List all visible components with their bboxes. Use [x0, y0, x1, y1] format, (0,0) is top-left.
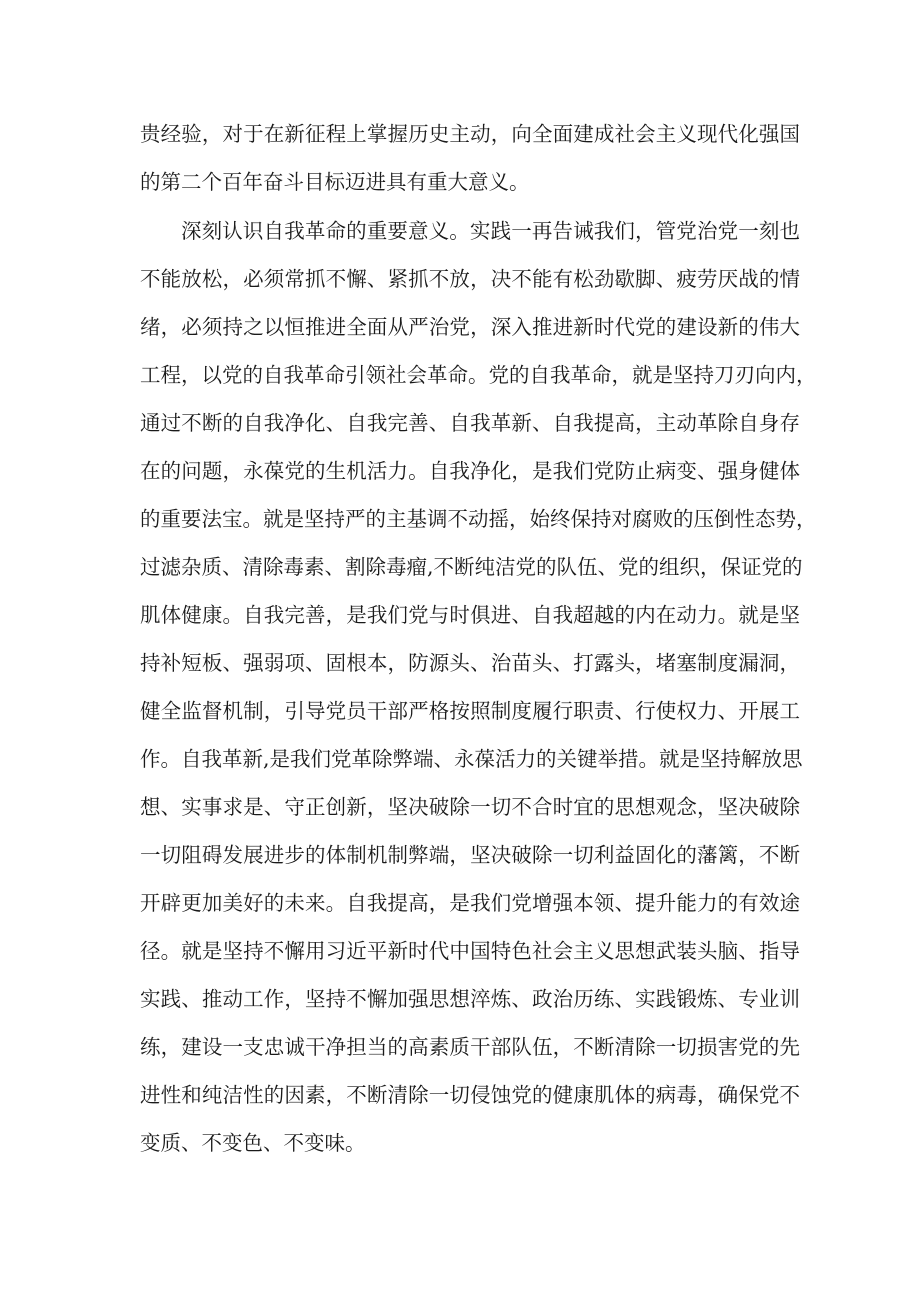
paragraph-line: 开辟更加美好的未来。自我提高，是我们党增强本领、提升能力的有效途	[140, 891, 800, 915]
paragraph-line: 肌体健康。自我完善，是我们党与时俱进、自我超越的内在动力。就是坚	[140, 603, 800, 627]
paragraph-line: 径。就是坚持不懈用习近平新时代中国特色社会主义思想武装头脑、指导	[140, 939, 800, 963]
paragraph-line: 过滤杂质、清除毒素、割除毒瘤,不断纯洁党的队伍、党的组织，保证党的	[140, 555, 803, 579]
paragraph-line: 的重要法宝。就是坚持严的主基调不动摇，始终保持对腐败的压倒性态势，	[140, 507, 817, 531]
paragraph-line: 在的问题，永葆党的生机活力。自我净化，是我们党防止病变、强身健体	[140, 459, 800, 483]
paragraph-line: 不能放松，必须常抓不懈、紧抓不放，决不能有松劲歇脚、疲劳厌战的情	[140, 267, 800, 291]
paragraph-line: 一切阻碍发展进步的体制机制弊端，坚决破除一切利益固化的藩篱，不断	[140, 843, 800, 867]
paragraph-line: 通过不断的自我净化、自我完善、自我革新、自我提高，主动革除自身存	[140, 411, 800, 435]
paragraph-line: 工程，以党的自我革命引领社会革命。党的自我革命，就是坚持刀刃向内，	[140, 363, 817, 387]
paragraph-line: 作。自我革新,是我们党革除弊端、永葆活力的关键举措。就是坚持解放思	[140, 747, 803, 771]
paragraph-line: 练，建设一支忠诚干净担当的高素质干部队伍，不断清除一切损害党的先	[140, 1035, 800, 1059]
paragraph-line: 实践、推动工作，坚持不懈加强思想淬炼、政治历练、实践锻炼、专业训	[140, 987, 800, 1011]
paragraph-line: 绪，必须持之以恒推进全面从严治党，深入推进新时代党的建设新的伟大	[140, 315, 800, 339]
paragraph-line: 深刻认识自我革命的重要意义。实践一再告诫我们，管党治党一刻也	[181, 219, 800, 243]
paragraph-line: 变质、不变色、不变味。	[140, 1131, 366, 1155]
paragraph-line: 的第二个百年奋斗目标迈进具有重大意义。	[140, 170, 530, 194]
paragraph-line: 进性和纯洁性的因素，不断清除一切侵蚀党的健康肌体的病毒，确保党不	[140, 1083, 800, 1107]
paragraph-line: 持补短板、强弱项、固根本，防源头、治苗头、打露头，堵塞制度漏洞，	[140, 651, 800, 675]
paragraph-line: 贵经验，对于在新征程上掌握历史主动，向全面建成社会主义现代化强国	[140, 122, 800, 146]
paragraph-line: 健全监督机制，引导党员干部严格按照制度履行职责、行使权力、开展工	[140, 699, 800, 723]
paragraph-line: 想、实事求是、守正创新，坚决破除一切不合时宜的思想观念，坚决破除	[140, 795, 800, 819]
